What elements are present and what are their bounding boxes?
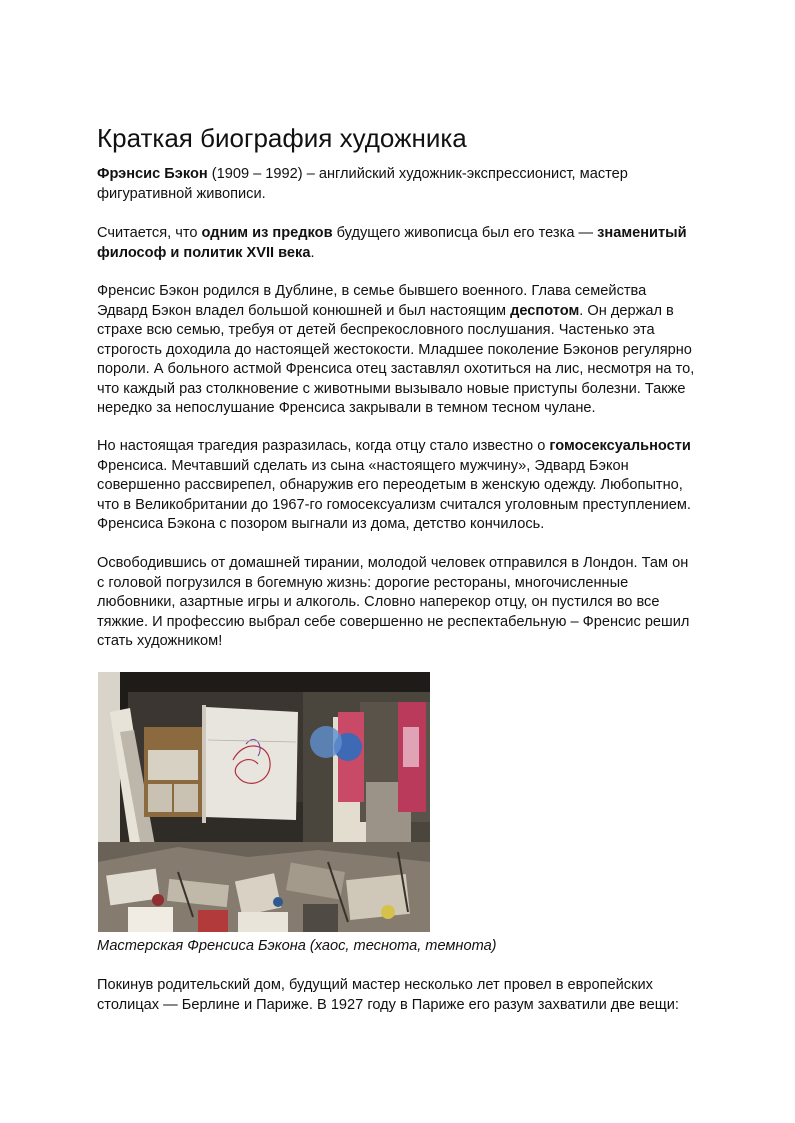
text-line: с головой погрузился в богемную жизнь: дорогие рестораны, многочисленные xyxy=(97,574,629,591)
text-line: Френсиса. Мечтавший сделать из сына «настоящего мужчину», Эдвард Бэкон xyxy=(97,457,629,474)
text-line: страхе всю семью, требуя от детей беспрекословного послушания. Частенько эта xyxy=(97,322,655,338)
text-line: Освободившись от домашней тирании, молодой человек отправился в Лондон. Там он xyxy=(97,555,689,571)
page-title: Краткая биография художника xyxy=(97,123,467,153)
studio-photo xyxy=(98,672,430,932)
text-line: тяжкие. И профессию выбрал себе совершенно не респектабельную – Френсис решил xyxy=(97,613,690,630)
text-span: будущего живописца был его тезка — xyxy=(332,225,598,241)
text-span: Считается, что xyxy=(97,225,202,241)
text-line: стать художником! xyxy=(97,633,223,649)
text-line: что каждый раз столкновение с животными вызывало новые приступы болезни. Также xyxy=(97,380,686,397)
europe-paragraph xyxy=(97,976,697,1015)
ancestor-paragraph xyxy=(97,224,697,263)
text-line: Френсиса Бэкона с позором выгнали из дома, детство кончилось. xyxy=(97,516,545,532)
bold-text: деспотом xyxy=(510,302,580,319)
bold-text: философ и политик XVII века xyxy=(97,244,311,261)
bold-text: одним из предков xyxy=(201,225,333,241)
tragedy-paragraph xyxy=(97,437,697,535)
text-line: Но настоящая трагедия разразилась, когда отцу стало известно о xyxy=(97,438,550,454)
text-span: . xyxy=(310,244,315,261)
text-line: пороли. А больного астмой Френсиса отец заставлял охотиться на лис, несмотря на то, xyxy=(97,361,695,377)
text-line: строгость доходила до настоящей жестокости. Младшее поколение Бэконов регулярно xyxy=(97,341,692,358)
text-line: Покинув родительский дом, будущий мастер несколько лет провел в европейских xyxy=(97,977,653,993)
intro-paragraph xyxy=(97,165,697,204)
text-line: столицах — Берлине и Париже. В 1927 году в Париже его разум захватили две вещи: xyxy=(97,996,679,1013)
bold-text: знаменитый xyxy=(597,225,687,241)
text-line: что в Великобритании до 1967-го гомосексуализм считался уголовным преступлением. xyxy=(97,496,691,513)
photo-caption: Мастерская Френсиса Бэкона (хаос, теснота, темнота) xyxy=(97,938,497,954)
text-span: фигуративной живописи. xyxy=(97,185,266,202)
bold-name: Фрэнсис Бэкон xyxy=(97,166,208,182)
bold-text: гомосексуальности xyxy=(549,438,691,454)
text-line: любовники, азартные игры и алкоголь. Словно наперекор отцу, он пустился во все xyxy=(97,594,660,610)
text-line: совершенно рассвирепел, обнаружив его переодетым в женскую одежду. Любопытно, xyxy=(97,477,683,493)
text-span: (1909 – 1992) – английский художник-экспрессионист, мастер xyxy=(207,166,628,182)
text-line: Эдвард Бэкон владел большой конюшней и был настоящим xyxy=(97,302,511,319)
text-line: Френсис Бэкон родился в Дублине, в семье бывшего военного. Глава семейства xyxy=(97,283,647,299)
london-paragraph xyxy=(97,554,697,652)
text-span: . Он держал в xyxy=(579,302,674,319)
childhood-paragraph xyxy=(97,282,697,419)
text-line: нередко за непослушание Френсиса закрывали в темном тесном чулане. xyxy=(97,400,596,416)
